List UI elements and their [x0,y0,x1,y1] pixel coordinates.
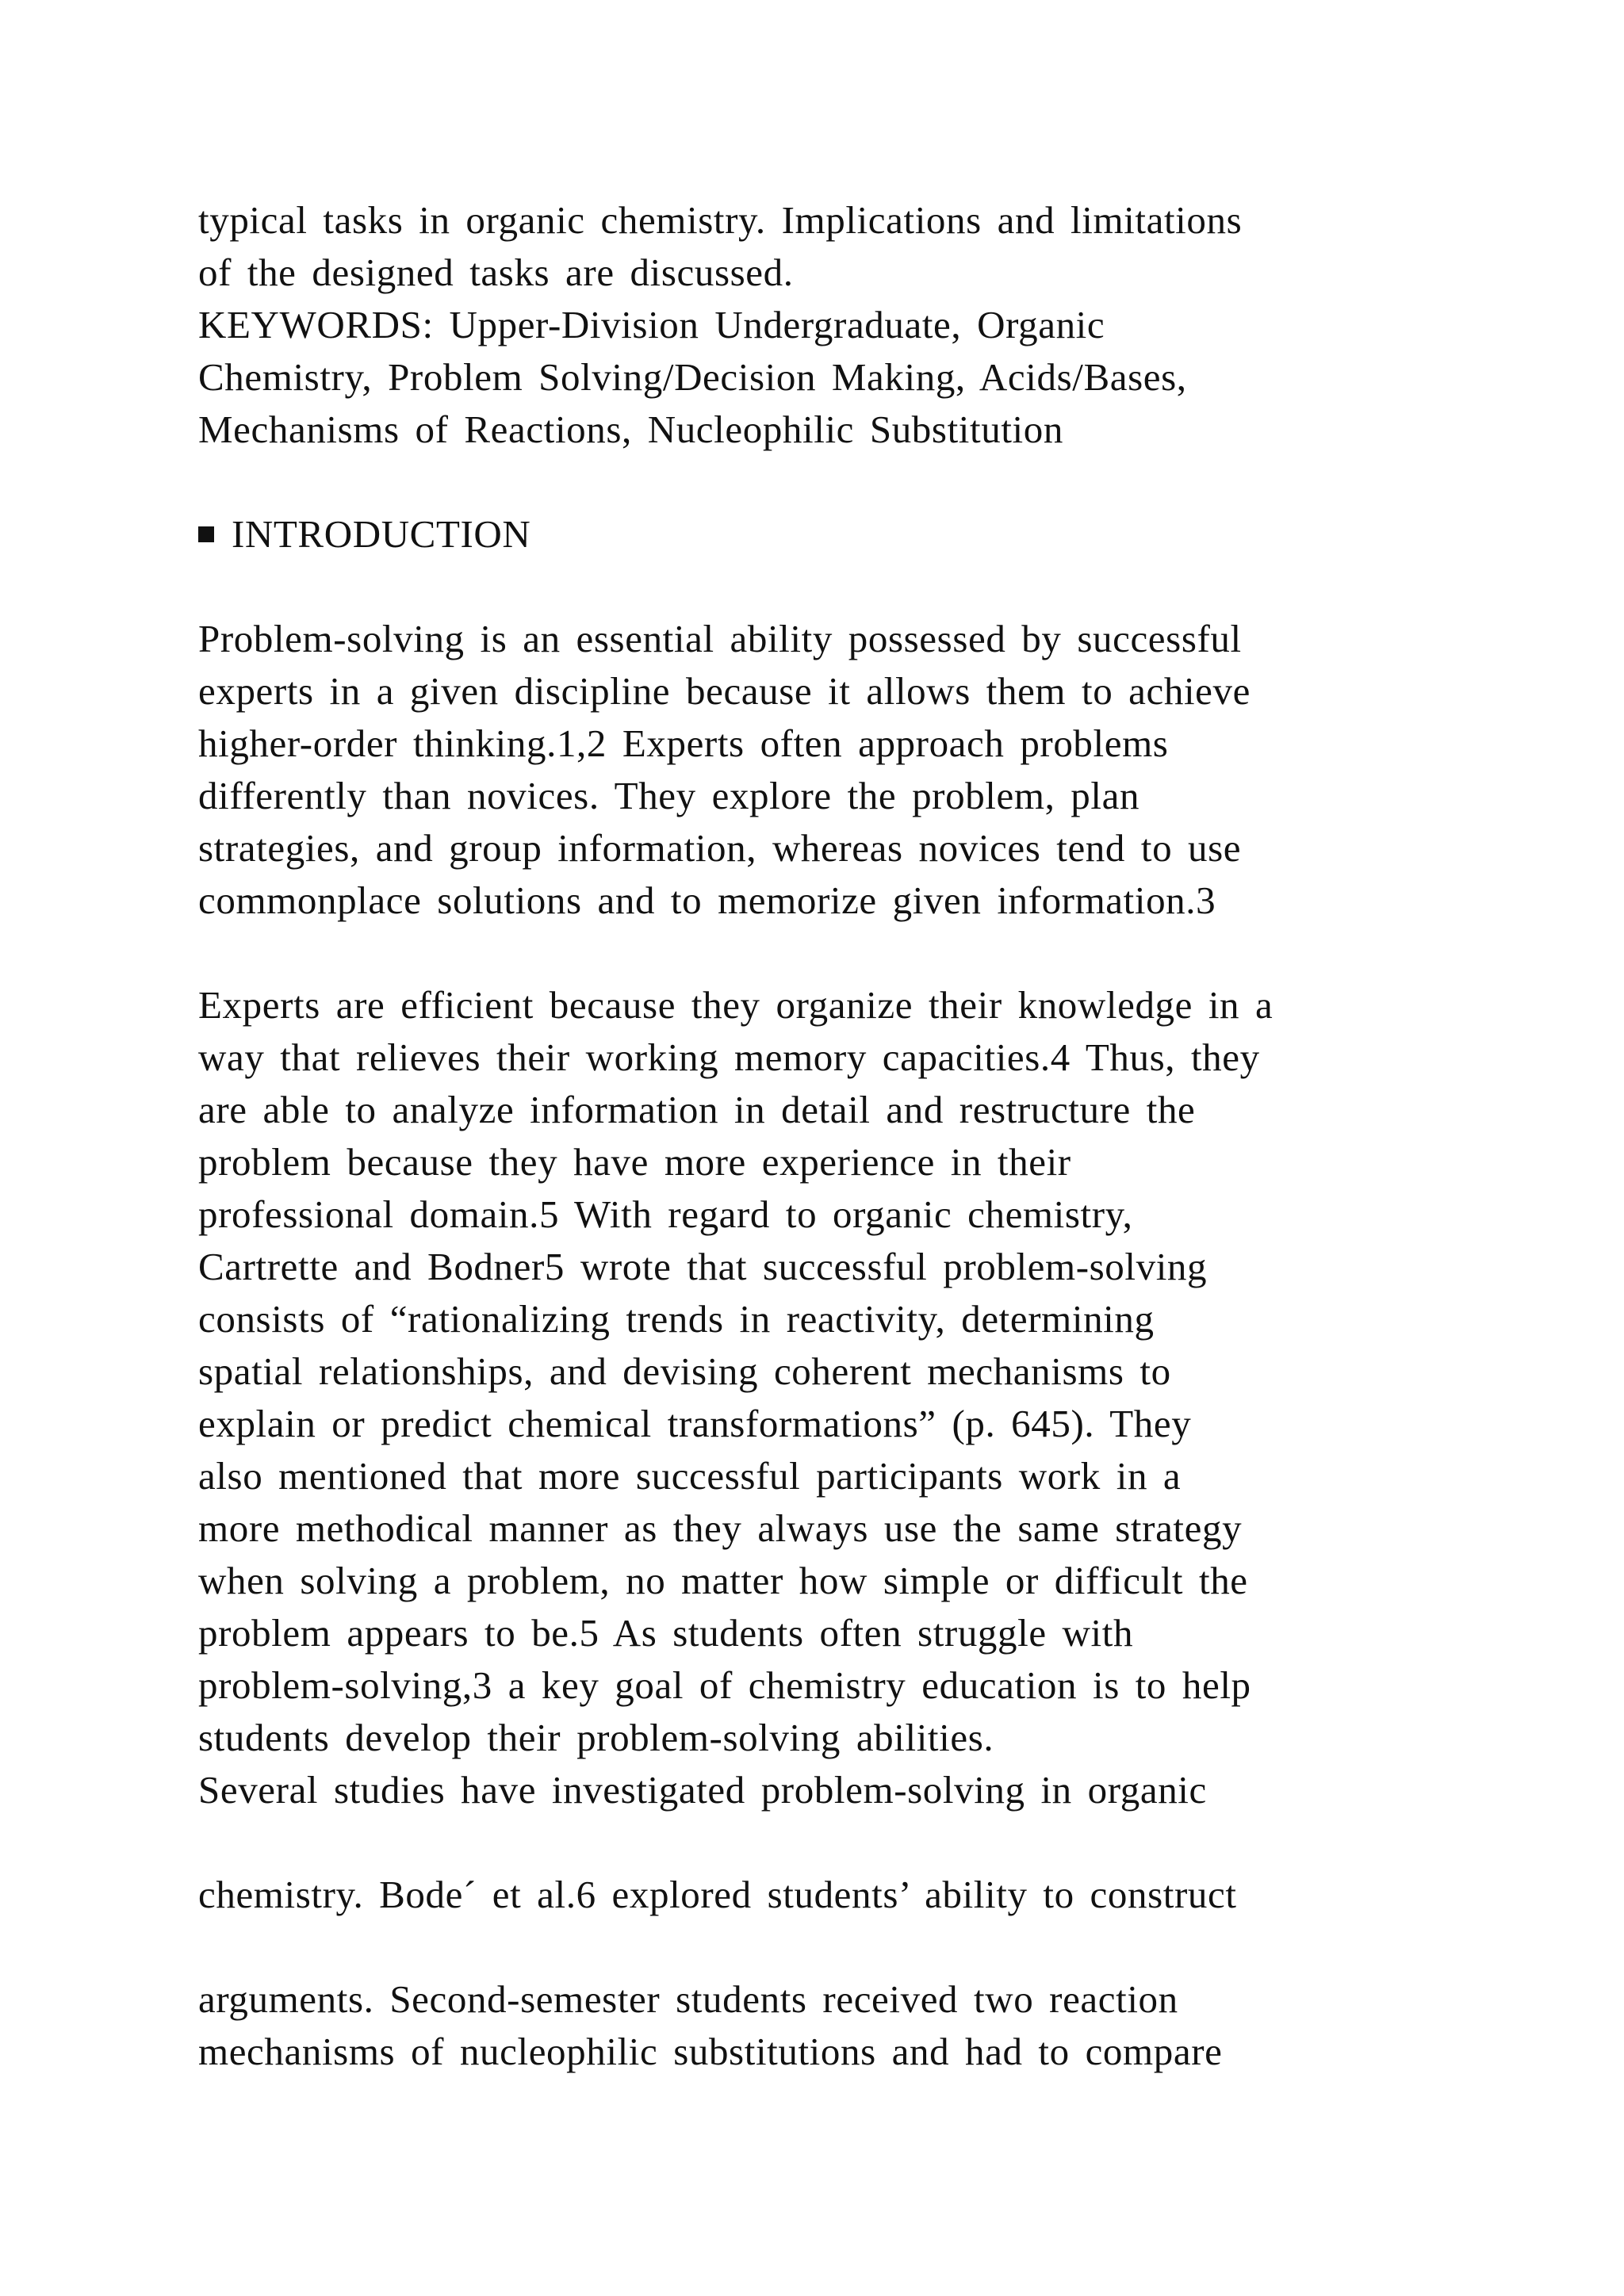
text-line: Experts are efficient because they organize their knowledge in a [198,983,1274,1027]
text-line: higher-order thinking.1,2 Experts often approach problems [198,721,1169,765]
text-line: students develop their problem-solving abilities. [198,1716,994,1759]
text-line: of the designed tasks are discussed. [198,251,794,294]
text-line: Problem-solving is an essential ability possessed by successful [198,617,1242,660]
text-line: when solving a problem, no matter how simple or difficult the [198,1559,1248,1602]
text-line: spatial relationships, and devising coherent mechanisms to [198,1349,1171,1393]
paragraph-1 [198,613,1435,927]
section-heading [198,508,1435,561]
spacer [198,1921,1435,1973]
text-line: mechanisms of nucleophilic substitutions and had to compare [198,2030,1223,2073]
text-line: Several studies have investigated problem-solving in organic [198,1768,1207,1812]
text-line: consists of “rationalizing trends in reactivity, determining [198,1297,1155,1341]
text-line: also mentioned that more successful participants work in a [198,1454,1182,1498]
text-line: experts in a given discipline because it allows them to achieve [198,669,1251,713]
text-line: commonplace solutions and to memorize given information.3 [198,878,1216,922]
text-line: typical tasks in organic chemistry. Implications and limitations [198,198,1243,242]
text-line: problem appears to be.5 As students often struggle with [198,1611,1134,1655]
text-line: are able to analyze information in detail and restructure the [198,1088,1196,1131]
text-line: Cartrette and Bodner5 wrote that successful problem-solving [198,1245,1208,1288]
paragraph-2 [198,979,1435,1816]
text-line: problem because they have more experience in their [198,1140,1071,1184]
text-line: arguments. Second-semester students received two reaction [198,1977,1178,2021]
document-page [198,194,1435,2078]
text-line: more methodical manner as they always use the same strategy [198,1506,1243,1550]
text-line: explain or predict chemical transformations” (p. 645). They [198,1402,1192,1445]
text-line: problem-solving,3 a key goal of chemistry education is to help [198,1663,1251,1707]
keywords-line: KEYWORDS: Upper-Division Undergraduate, Organic [198,303,1105,346]
text-line: professional domain.5 With regard to organic chemistry, [198,1192,1133,1236]
keywords-line: Mechanisms of Reactions, Nucleophilic Substitution [198,408,1063,451]
keywords-line: Chemistry, Problem Solving/Decision Making, Acids/Bases, [198,355,1187,399]
paragraph-3 [198,1973,1435,2078]
text-line: way that relieves their working memory capacities.4 Thus, they [198,1035,1260,1079]
section-heading-text: INTRODUCTION [232,512,531,556]
spacer [198,456,1435,508]
text-line: chemistry. Bode´ et al.6 explored students’ ability to construct [198,1873,1237,1916]
text-line: strategies, and group information, whereas novices tend to use [198,826,1242,870]
square-bullet-icon [198,526,214,542]
spacer [198,561,1435,613]
text-line: differently than novices. They explore the problem, plan [198,774,1140,817]
spacer [198,927,1435,979]
spacer [198,1816,1435,1869]
